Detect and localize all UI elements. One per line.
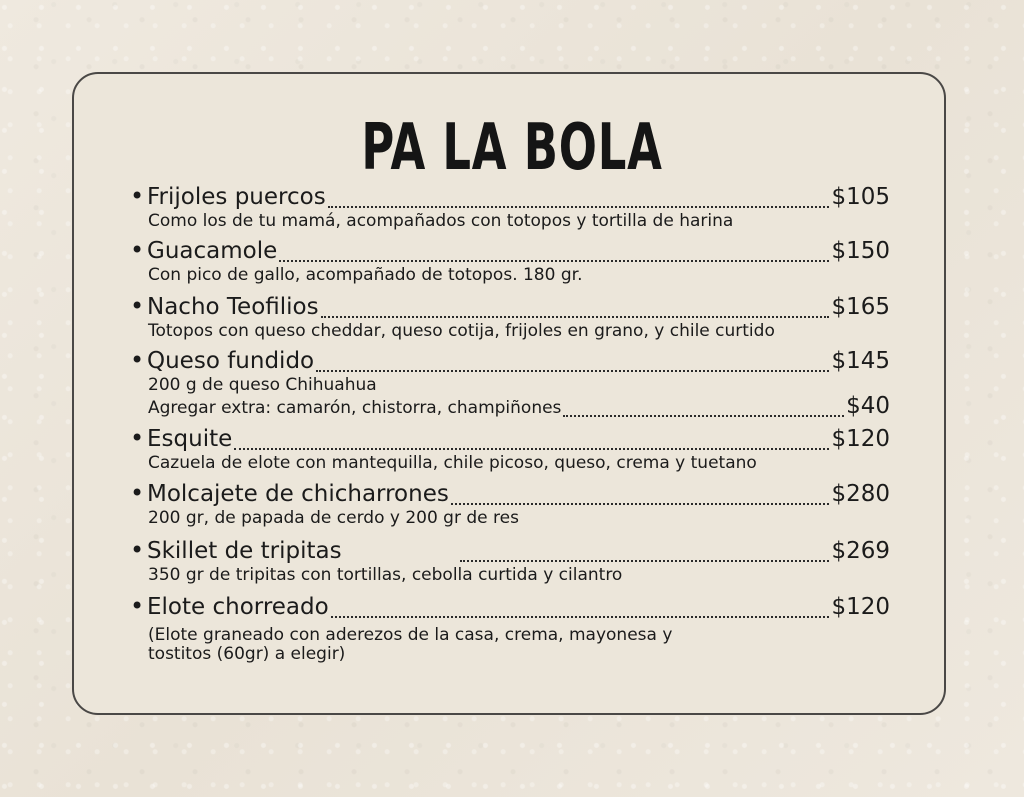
menu-item-nacho-teofilios: [130, 294, 890, 341]
bullet: •: [130, 292, 145, 320]
bullet: •: [130, 536, 145, 564]
bullet: •: [130, 592, 145, 620]
item-description: Totopos con queso cheddar, queso cotija, frijoles en grano, y chile curtido: [148, 321, 775, 341]
dot-leader: [328, 206, 830, 208]
dot-leader: [279, 260, 829, 262]
bullet: •: [130, 346, 145, 374]
item-description: 200 gr, de papada de cerdo y 200 gr de res: [148, 508, 519, 528]
dot-leader: [451, 503, 830, 505]
item-name: Elote chorreado: [147, 594, 329, 620]
item-name: Frijoles puercos: [147, 184, 326, 210]
menu-item-esquite: [130, 426, 890, 473]
menu-item-guacamole: [130, 238, 890, 285]
item-name: Molcajete de chicharrones: [147, 481, 449, 507]
item-price: $145: [831, 348, 890, 374]
item-name: Esquite: [147, 426, 233, 452]
item-description: Como los de tu mamá, acompañados con totopos y tortilla de harina: [148, 211, 734, 231]
bullet: •: [130, 479, 145, 507]
item-description-line1: (Elote graneado con aderezos de la casa, crema, mayonesa y: [148, 625, 673, 645]
menu-item-molcajete-de-chicharrones: [130, 481, 890, 528]
item-description: 350 gr de tripitas con tortillas, cebolla curtida y cilantro: [148, 565, 623, 585]
item-description-line2: tostitos (60gr) a elegir): [148, 644, 346, 665]
extra-label: Agregar extra: camarón, chistorra, champiñones: [148, 398, 562, 419]
item-name: Queso fundido: [147, 348, 315, 374]
item-description: Con pico de gallo, acompañado de totopos. 180 gr.: [148, 265, 583, 285]
item-price: $269: [831, 538, 890, 564]
menu-title: PA LA BOLA: [361, 111, 663, 185]
item-name: Nacho Teofilios: [147, 294, 319, 320]
dot-leader: [331, 616, 830, 618]
item-price: $105: [831, 184, 890, 210]
item-price: $150: [831, 238, 890, 264]
bullet: •: [130, 182, 145, 210]
item-price: $120: [831, 594, 890, 620]
dot-leader: [460, 560, 830, 562]
item-description: Cazuela de elote con mantequilla, chile picoso, queso, crema y tuetano: [148, 453, 757, 473]
menu-item-queso-fundido: [130, 348, 890, 421]
dot-leader: [321, 316, 830, 318]
menu-item-elote-chorreado: [130, 594, 890, 664]
menu-item-frijoles-puercos: [130, 184, 890, 231]
menu-item-skillet-de-tripitas: [130, 538, 890, 585]
item-name: Skillet de tripitas: [147, 538, 342, 564]
bullet: •: [130, 424, 145, 452]
item-price: $280: [831, 481, 890, 507]
bullet: •: [130, 236, 145, 264]
item-description: 200 g de queso Chihuahua: [148, 375, 377, 395]
dot-leader: [316, 370, 829, 372]
item-price: $120: [831, 426, 890, 452]
extra-option: [130, 395, 890, 421]
extra-price: $40: [846, 393, 890, 420]
dot-leader: [563, 415, 844, 417]
item-name: Guacamole: [147, 238, 278, 264]
dot-leader: [234, 448, 829, 450]
item-price: $165: [831, 294, 890, 320]
